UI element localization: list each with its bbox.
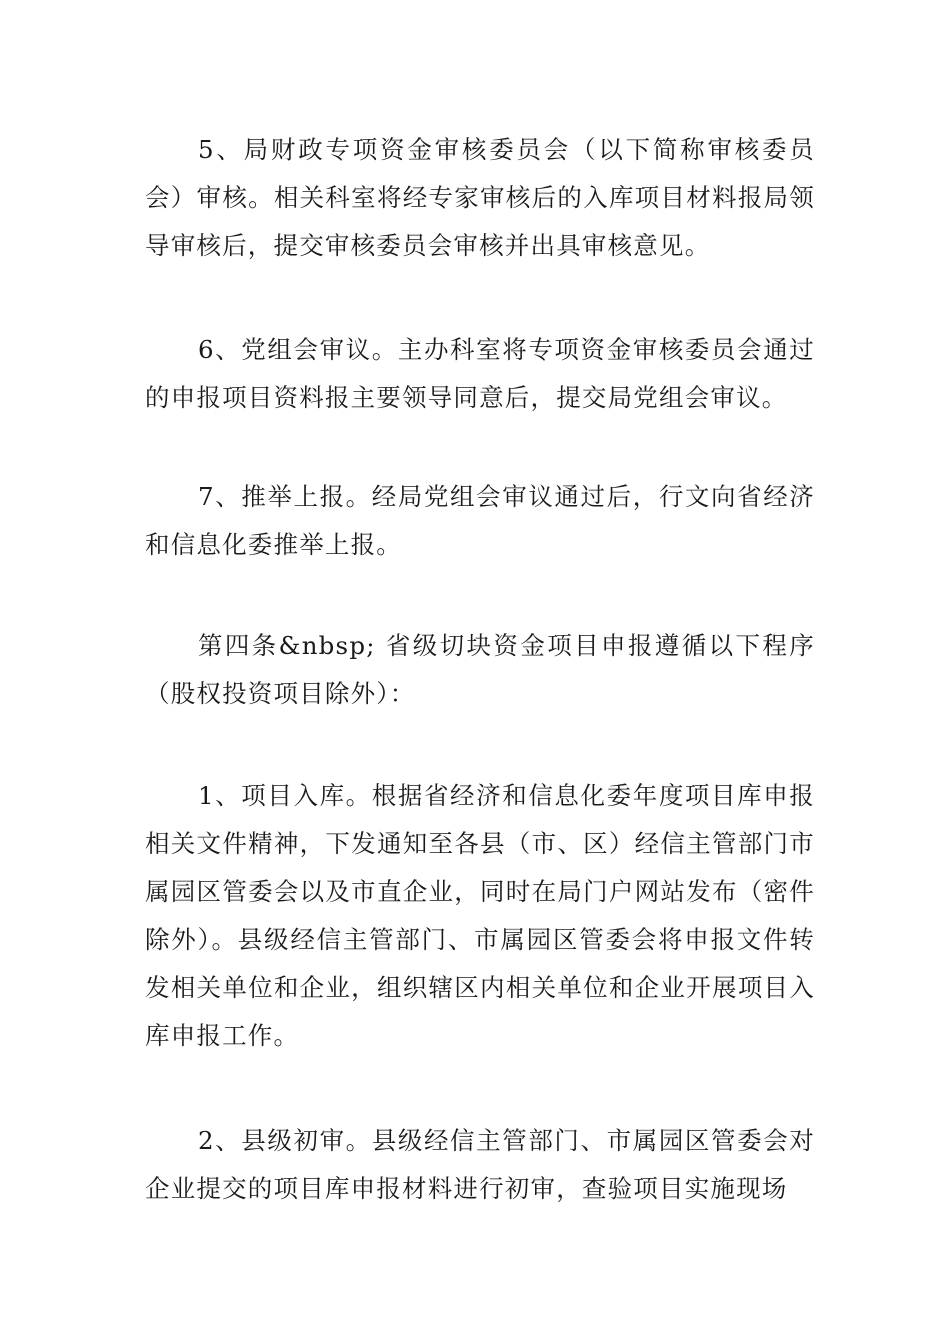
paragraph-step-6: 6、党组会审议。主办科室将专项资金审核委员会通过的申报项目资料报主要领导同意后，提交局党组会审议。 (145, 335, 815, 412)
paragraph-step-5: 5、局财政专项资金审核委员会（以下简称审核委员会）审核。相关科室将经专家审核后的入库项目材料报局领导审核后，提交审核委员会审核并出具审核意见。 (145, 135, 815, 260)
paragraph-article-4: 第四条&nbsp; 省级切块资金项目申报遵循以下程序（股权投资项目除外）： (145, 631, 815, 708)
paragraph-step-1: 1、项目入库。根据省经济和信息化委年度项目库申报相关文件精神，下发通知至各县（市、区）经信主管部门市属园区管委会以及市直企业，同时在局门户网站发布（密件除外）。县级经信主管部门、市属园区管委会将申报文件转发相关单位和企业，组织辖区内相关单位和企业开展项目入库申报工作。 (145, 781, 815, 1050)
paragraph-step-2: 2、县级初审。县级经信主管部门、市属园区管委会对企业提交的项目库申报材料进行初审，查验项目实施现场 (145, 1126, 815, 1203)
paragraph-step-7: 7、推举上报。经局党组会审议通过后，行文向省经济和信息化委推举上报。 (145, 482, 815, 559)
